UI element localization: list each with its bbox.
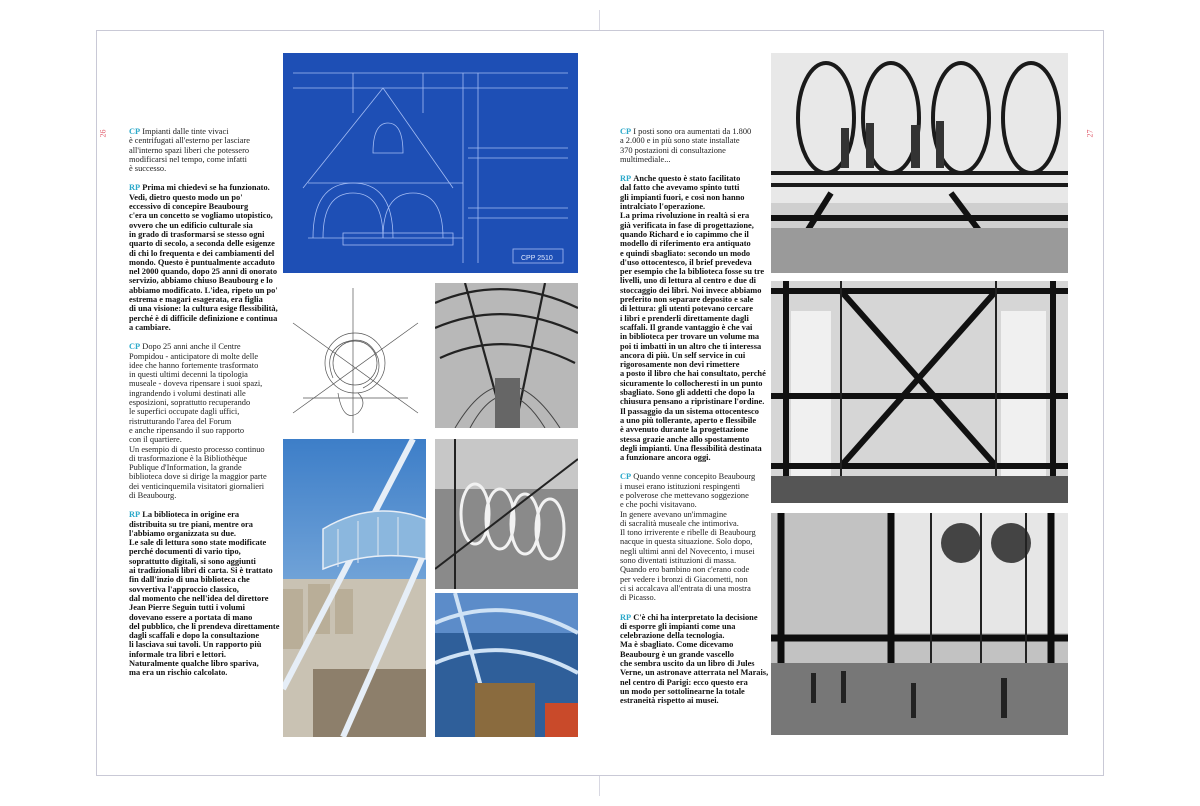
paragraph-text: Dopo 25 anni anche il Centre Pompidou - anticipatore di molte delle idee che hanno fortemente trasformato in questi ultimi decenni la tipologia museale - doveva ripensare i suoi spazi, ingrandendo i volumi destinati alle esposizioni, soprattutto recuperando le superfici occupate dagli uffici, ristrutturando l'area del Forum e anche ripensando il suo rapporto con il quartiere. Un esempio di questo processo continuo di trasformazione è la Bibliothèque Publique d'Information, la grande biblioteca dove si dirige la maggior parte dei venticinquemila visitatori giornalieri di Beaubourg. xyxy=(129,342,267,500)
speaker-label: RP xyxy=(129,510,141,520)
right-page xyxy=(600,30,1104,776)
page-number-right: 27 xyxy=(1085,129,1095,138)
photo-bw-round-windows xyxy=(771,513,1068,735)
paragraph xyxy=(129,127,307,173)
speaker-label: RP xyxy=(129,183,141,193)
sketch-svg xyxy=(283,283,426,436)
paragraph xyxy=(620,174,780,462)
paragraph-text: Impianti dalle tinte vivaci è centrifugati all'esterno per lasciare all'interno spazi liberi che potessero modificarsi nel tempo, come infatti è successo. xyxy=(129,127,251,174)
photo-exterior-color xyxy=(283,439,426,737)
photo-svg xyxy=(435,593,578,737)
paragraph-text: Anche questo è stato facilitato dal fatto che avevamo spinto tutti gli impianti fuori, e così non hanno intralciato l'operazione. La prima rivoluzione in realtà si era già verificata in fase di progettazione, quando Richard e io capimmo che il modello di riferimento era antiquato e quindi sbagliato: secondo un modo d'uso ottocentesco, il brief prevedeva per esempio che la biblioteca fosse su tre livelli, uno di lettura al centro e due di stoccaggio dei libri. Noi invece abbiamo preferito non separare deposito e sale di lettura: gli utenti potevano cercare i libri e prenderli direttamente dagli scaffali. Il grande vantaggio è che vai in biblioteca per trovare un volume ma poi ti imbatti in un altro che ti interessa ancora di più. Un self service in cui rigorosamente non devi rimettere a posto il libro che hai consultato, perché sicuramente lo collocheresti in un punto sbagliato. Sono gli addetti che dopo la chiusura pensano a ripristinare l'ordine. Il passaggio da un sistema ottocentesco a uno più tollerante, aperto e flessibile è avvenuto durante la progettazione stessa grazie anche allo spostamento degli impianti. Una flessibilità destinata a funzionare ancora oggi. xyxy=(620,174,766,463)
blueprint-stamp: CPP 2510 xyxy=(521,255,553,262)
photo-svg xyxy=(435,283,578,428)
speaker-label: RP xyxy=(620,174,632,184)
photo-bw-tube-people xyxy=(771,53,1068,273)
page-number-left: 26 xyxy=(98,129,108,138)
paragraph xyxy=(620,613,780,706)
photo-bw-stair-facade xyxy=(771,281,1068,503)
paragraph-text: C'è chi ha interpretato la decisione di esporre gli impianti come una celebrazione della tecnologia. Ma è sbagliato. Come dicevamo Beaubourg è un grande vascello che sembra uscito da un libro di Jules Verne, un astronave atterrata nel Marais, nel centro di Parigi: ecco questo era un modo per sottolinearne la totale estraneità rispetto ai musei. xyxy=(620,612,769,706)
photo-svg xyxy=(771,53,1068,273)
paragraph xyxy=(129,342,307,500)
left-page xyxy=(96,30,600,776)
paragraph xyxy=(129,183,307,332)
speaker-label: CP xyxy=(129,342,141,352)
speaker-label: CP xyxy=(620,127,632,136)
photo-escalator-tube-bw xyxy=(435,283,578,428)
right-text-column xyxy=(620,127,780,716)
paragraph-text: I posti sono ora aumentati da 1.800 a 2.000 e in più sono state installate 370 postazioni di consultazione multimediale... xyxy=(620,127,752,164)
photo-tube-color xyxy=(435,593,578,737)
photo-tube-structure xyxy=(435,439,578,589)
speaker-label: CP xyxy=(129,127,141,136)
photo-svg xyxy=(771,281,1068,503)
paragraph-text: La biblioteca in origine era distribuita su tre piani, mentre ora l'abbiamo organizzata su due. Le sale di lettura sono state modificate perché documenti di vario tipo, soprattutto digitali, si sono aggiunti ai tradizionali libri di carta. Si è trattato fin dall'inzio di una biblioteca che sovvertiva l'approccio classico, dal momento che nell'idea del direttore Jean Pierre Seguin tutti i volumi dovevano essere a portata di mano del pubblico, che li prendeva direttamente dagli scaffali e dopo la consultazione li lasciava sui tavoli. Un rapporto più informale tra libri e lettori. Naturalmente qualche libro spariva, ma era un rischio calcolato. xyxy=(129,510,280,678)
speaker-label: CP xyxy=(620,472,632,482)
left-text-column xyxy=(129,127,307,688)
photo-svg xyxy=(283,439,426,737)
paragraph-text: Quando venne concepito Beaubourg i musei erano istituzioni respingenti e polverose che mettevano soggezione e che pochi visitavano. In genere avevano un'immagine di sacralità museale che intimoriva. Il tono irriverente e ribelle di Beaubourg nacque in questa situazione. Solo dopo, negli ultimi anni del Novecento, i musei sono diventati istituzioni di massa. Quando ero bambino non c'erano code per vedere i bronzi di Giacometti, non ci si accalcava all'entrata di una mostra di Picasso. xyxy=(620,472,756,603)
photo-svg xyxy=(435,439,578,589)
blueprint-drawing xyxy=(283,53,578,273)
photo-svg xyxy=(771,513,1068,735)
blueprint-svg xyxy=(283,53,578,273)
paragraph xyxy=(129,510,307,677)
paragraph-text: Prima mi chiedevi se ha funzionato. Vedi, dietro questo modo un po' eccessivo di concepire Beaubourg c'era un concetto se vogliamo utopistico, ovvero che un edificio culturale sia in grado di trasformarsi se stesso ogni quarto di secolo, a seconda delle esigenze di chi lo frequenta e dei cambiamenti del mondo. Questo è puntualmente accaduto nel 2000 quando, dopo 25 anni di onorato servizio, abbiamo chiuso Beaubourg e lo abbiamo modificato. L'idea, ripeto un po' estrema e magari esagerata, era figlia di una visione: la cultura esige flessibilità, perché è di difficile definizione e continua a cambiare. xyxy=(129,183,278,332)
speaker-label: RP xyxy=(620,612,632,622)
paragraph xyxy=(620,472,780,602)
sketch-drawing xyxy=(283,283,426,436)
paragraph xyxy=(620,127,780,164)
